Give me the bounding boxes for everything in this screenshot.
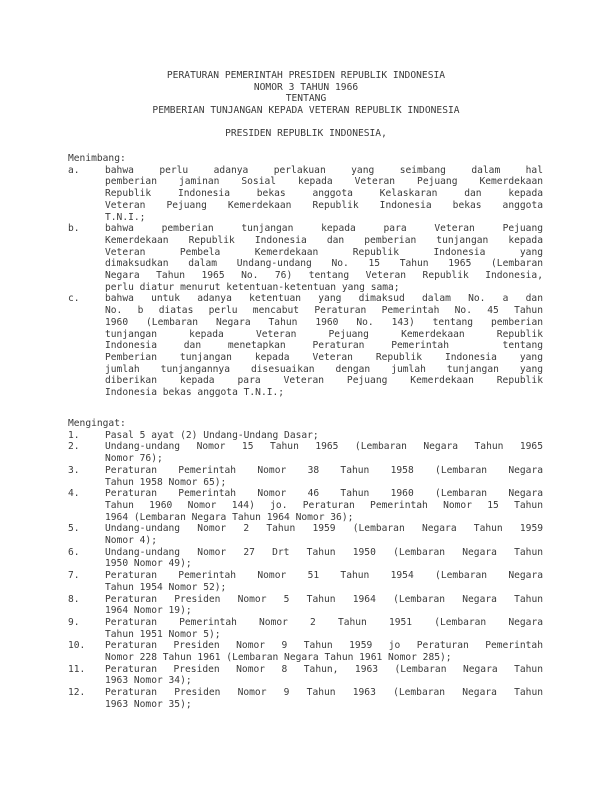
basis-clause-line: Tahun 1960 Nomor 144) jo. Peraturan Pemerintah Nomor 15 Tahun <box>105 499 543 511</box>
basis-clause-line: Peraturan Presiden Nomor 5 Tahun 1964 (Lembaran Negara Tahun <box>105 593 543 605</box>
document-title-block <box>68 70 544 117</box>
considering-clause-line: Veteran Pejuang Kemerdekaan Republik Indonesia bekas anggota <box>105 199 543 211</box>
considering-clause-line: No. b diatas perlu mencabut Peraturan Pemerintah No. 45 Tahun <box>105 305 543 317</box>
considering-label: Menimbang: <box>68 153 126 164</box>
basis-clause-line: 1963 Nomor 34); <box>105 675 192 687</box>
basis-clause-line: Tahun 1951 Nomor 5); <box>105 628 221 640</box>
basis-clause <box>68 687 543 710</box>
considering-clause-line: bahwa perlu adanya perlakuan yang seimbang dalam hal <box>105 164 543 176</box>
basis-clause-line: Tahun 1958 Nomor 65); <box>105 476 227 488</box>
basis-clause-marker: 10. <box>68 640 86 652</box>
considering-clause-line: Veteran Pembela Kemerdekaan Republik Indonesia yang <box>105 246 543 258</box>
considering-clause-line: T.N.I.; <box>105 211 146 223</box>
considering-clause-line: pemberian jaminan Sosial kepada Veteran Pejuang Kemerdekaan <box>105 176 543 188</box>
basis-clause <box>68 617 543 640</box>
basis-clause-line: Peraturan Presiden Nomor 9 Tahun 1963 (Lembaran Negara Tahun <box>105 687 543 699</box>
considering-clause <box>68 165 543 224</box>
considering-section <box>68 153 543 399</box>
basis-clause-line: Peraturan Presiden Nomor 9 Tahun 1959 jo Peraturan Pemerintah <box>105 640 543 652</box>
considering-clause-line: bahwa pemberian tunjangan kepada para Veteran Pejuang <box>105 223 543 235</box>
title-line-regulation: PERATURAN PEMERINTAH PRESIDEN REPUBLIK INDONESIA <box>166 70 446 81</box>
basis-clause <box>68 664 543 687</box>
basis-clause <box>68 430 543 442</box>
basis-clause-body <box>105 640 543 663</box>
considering-clause-line: tunjangan kepada Veteran Pejuang Kemerdekaan Republik <box>105 328 543 340</box>
basis-clause-marker: 6. <box>68 546 80 558</box>
considering-clause-line: diberikan kepada para Veteran Pejuang Kemerdekaan Republik <box>105 375 543 387</box>
considering-clause-marker: a. <box>68 164 80 176</box>
basis-clause-line: Peraturan Pemerintah Nomor 51 Tahun 1954 (Lembaran Negara <box>105 570 543 582</box>
basis-clause-body <box>105 547 543 570</box>
basis-clause-line: Peraturan Presiden Nomor 8 Tahun, 1963 (Lembaran Negara Tahun <box>105 663 543 675</box>
considering-clause-line: Pemberian tunjangan kepada Veteran Republik Indonesia yang <box>105 351 543 363</box>
authority-line: PRESIDEN REPUBLIK INDONESIA, <box>225 128 387 139</box>
considering-clause-line: 1960 (Lembaran Negara Tahun 1960 No. 143) tentang pemberian <box>105 316 543 328</box>
basis-clause <box>68 594 543 617</box>
basis-clause-body <box>105 465 543 488</box>
basis-clause-body <box>105 441 543 464</box>
considering-clause <box>68 293 543 398</box>
basis-label: Mengingat: <box>68 418 126 429</box>
basis-clause-marker: 9. <box>68 616 80 628</box>
considering-clause-line: Negara Tahun 1965 No. 76) tentang Veteran Republik Indonesia, <box>105 270 543 282</box>
considering-clause-body <box>105 223 543 293</box>
considering-clause-line: Republik Indonesia bekas anggota Kelaskaran dan kepada <box>105 188 543 200</box>
considering-clause-line: perlu diatur menurut ketentuan-ketentuan yang sama; <box>105 281 400 293</box>
considering-clause <box>68 223 543 293</box>
basis-clause-line: Pasal 5 ayat (2) Undang-Undang Dasar; <box>105 429 319 441</box>
basis-clause-body <box>105 664 543 687</box>
basis-clause-marker: 4. <box>68 488 80 500</box>
basis-clause-marker: 5. <box>68 523 80 535</box>
basis-clause <box>68 640 543 663</box>
basis-clause <box>68 488 543 523</box>
basis-clause-body <box>105 617 543 640</box>
basis-clause-line: 1963 Nomor 35); <box>105 698 192 710</box>
basis-clause <box>68 547 543 570</box>
basis-clause-line: Peraturan Pemerintah Nomor 2 Tahun 1951 (Lembaran Negara <box>105 616 543 628</box>
basis-clause-line: Nomor 228 Tahun 1961 (Lembaran Negara Tahun 1961 Nomor 285); <box>105 652 452 664</box>
considering-clause-line: bahwa untuk adanya ketentuan yang dimaksud dalam No. a dan <box>105 293 543 305</box>
basis-clause-line: 1964 Nomor 19); <box>105 605 192 617</box>
title-line-subject: PEMBERIAN TUNJANGAN KEPADA VETERAN REPUBLIK INDONESIA <box>152 105 460 117</box>
basis-clause-body <box>105 687 543 710</box>
basis-clause-line: Undang-undang Nomor 15 Tahun 1965 (Lembaran Negara Tahun 1965 <box>105 441 543 453</box>
basis-section <box>68 418 543 711</box>
title-line-number: NOMOR 3 TAHUN 1966 <box>253 81 359 93</box>
considering-clause-body <box>105 165 543 224</box>
basis-clause-body <box>105 488 543 523</box>
basis-clause-body <box>105 594 543 617</box>
basis-clause-marker: 2. <box>68 441 80 453</box>
basis-clause-line: 1950 Nomor 49); <box>105 558 192 570</box>
considering-clause-line: jumlah tunjangannya disesuaikan dengan jumlah tunjangan yang <box>105 363 543 375</box>
basis-clause <box>68 570 543 593</box>
basis-clause-line: Tahun 1954 Nomor 52); <box>105 581 227 593</box>
basis-clause-list <box>68 430 543 711</box>
considering-clause-line: Kemerdekaan Republik Indonesia dan pemberian tunjangan kepada <box>105 234 543 246</box>
considering-clause-line: dimaksudkan dalam Undang-undang No. 15 Tahun 1965 (Lembaran <box>105 258 543 270</box>
basis-clause-marker: 3. <box>68 464 80 476</box>
basis-clause-line: Peraturan Pemerintah Nomor 46 Tahun 1960 (Lembaran Negara <box>105 488 543 500</box>
basis-clause-line: Undang-undang Nomor 2 Tahun 1959 (Lembaran Negara Tahun 1959 <box>105 523 543 535</box>
considering-clause-body <box>105 293 543 398</box>
basis-clause-body <box>105 570 543 593</box>
basis-clause-body <box>105 430 543 442</box>
basis-clause <box>68 523 543 546</box>
considering-clause-marker: c. <box>68 293 80 305</box>
basis-clause-line: Nomor 76); <box>105 453 163 465</box>
title-line-about: TENTANG <box>285 93 327 105</box>
basis-clause-line: 1964 (Lembaran Negara Tahun 1964 Nomor 36); <box>105 511 354 523</box>
considering-clause-line: Indonesia bekas anggota T.N.I.; <box>105 387 285 399</box>
basis-clause-line: Nomor 4); <box>105 535 157 547</box>
considering-clause-list <box>68 165 543 399</box>
basis-clause-marker: 8. <box>68 593 80 605</box>
basis-clause-marker: 11. <box>68 663 86 675</box>
basis-clause-line: Peraturan Pemerintah Nomor 38 Tahun 1958 (Lembaran Negara <box>105 464 543 476</box>
basis-clause <box>68 441 543 464</box>
basis-clause-body <box>105 523 543 546</box>
basis-clause-marker: 7. <box>68 570 80 582</box>
basis-clause-marker: 12. <box>68 687 86 699</box>
considering-clause-marker: b. <box>68 223 80 235</box>
basis-clause-marker: 1. <box>68 429 80 441</box>
considering-clause-line: Indonesia dan menetapkan Peraturan Pemerintah tentang <box>105 340 543 352</box>
basis-clause <box>68 465 543 488</box>
basis-clause-line: Undang-undang Nomor 27 Drt Tahun 1950 (Lembaran Negara Tahun <box>105 546 543 558</box>
